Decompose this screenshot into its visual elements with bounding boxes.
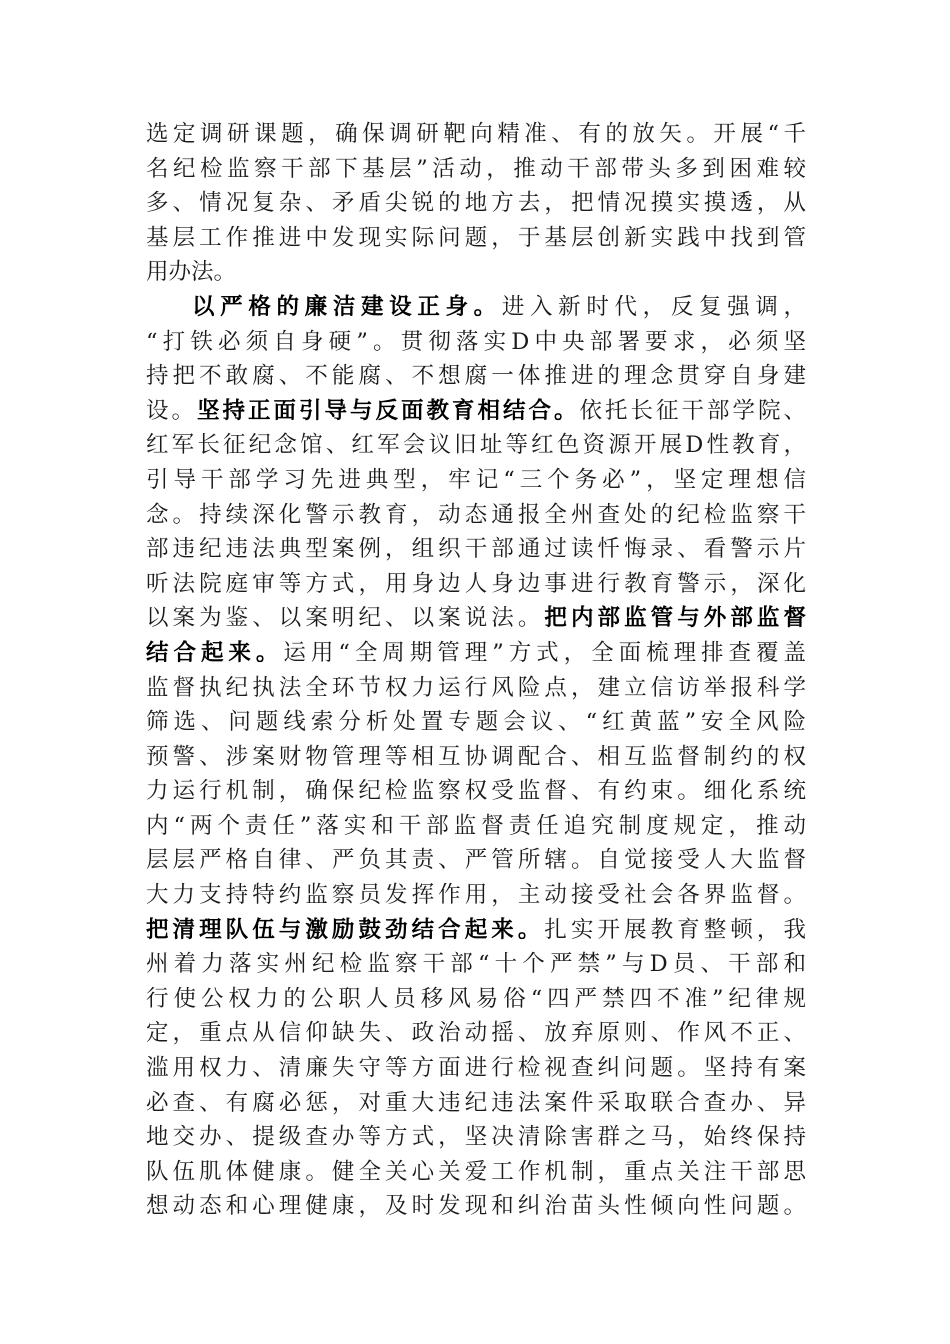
text-line [146, 809, 806, 844]
body-text: 设。 [146, 397, 197, 424]
body-text: 进入新时代，反复强调， [501, 293, 806, 320]
text-line [146, 601, 806, 636]
body-text: 基层工作推进中发现实际问题，于基层创新实践中找到管 [146, 224, 806, 251]
text-line [146, 1086, 806, 1121]
body-text: 听法院庭审等方式，用身边人身边事进行教育警示，深化 [146, 570, 806, 597]
body-text: “打铁必须自身硬”。贯彻落实D中央部署要求，必须坚 [146, 328, 806, 355]
text-line [146, 1155, 806, 1190]
body-text: 层层严格自律、严负其责、严管所辖。自觉接受人大监督 [146, 847, 806, 874]
body-text: 依托长征干部学院、 [579, 397, 806, 424]
body-text: 内“两个责任”落实和干部监督责任追究制度规定，推动 [146, 812, 806, 839]
body-text: 引导干部学习先进典型，牢记“三个务必”，坚定理想信 [146, 466, 806, 493]
text-line [146, 463, 806, 498]
text-line [146, 947, 806, 982]
bold-heading-text: 把内部监管与外部监督 [544, 605, 806, 632]
body-text: 行使公权力的公职人员移风易俗“四严禁四不准”纪律规 [146, 985, 806, 1012]
text-line [146, 1016, 806, 1051]
bold-heading-text: 坚持正面引导与反面教育相结合。 [197, 397, 580, 424]
text-line [146, 671, 806, 706]
text-line [146, 359, 806, 394]
text-line [146, 636, 806, 671]
body-text: 队伍肌体健康。健全关心关爱工作机制，重点关注干部思 [146, 1158, 806, 1185]
body-text: 监督执纪执法全环节权力运行风险点，建立信访举报科学 [146, 674, 806, 701]
body-text: 筛选、问题线索分析处置专题会议、“红黄蓝”安全风险 [146, 709, 806, 736]
body-text: 念。持续深化警示教育，动态通报全州查处的纪检监察干 [146, 501, 806, 528]
bold-heading-text: 结合起来。 [146, 639, 284, 666]
text-line [146, 186, 806, 221]
body-text: 扎实开展教育整顿，我 [544, 916, 806, 943]
body-text: 地交办、提级查办等方式，坚决清除害群之马，始终保持 [146, 1124, 806, 1151]
body-text: 以案为鉴、以案明纪、以案说法。 [146, 605, 545, 632]
text-line [146, 705, 806, 740]
body-text: 运用“全周期管理”方式，全面梳理排查覆盖 [283, 639, 806, 666]
text-line [146, 878, 806, 913]
body-text: 滥用权力、清廉失守等方面进行检视查纠问题。坚持有案 [146, 1055, 806, 1082]
text-line [146, 567, 806, 602]
text-line [146, 913, 806, 948]
bold-heading-text: 以严格的廉洁建设正身。 [192, 293, 502, 320]
text-line [146, 221, 806, 256]
text-line [146, 774, 806, 809]
body-text: 大力支持特约监察员发挥作用，主动接受社会各界监督。 [146, 882, 806, 909]
text-line [146, 1120, 806, 1155]
text-line [146, 1189, 806, 1224]
text-line [146, 982, 806, 1017]
body-text: 红军长征纪念馆、红军会议旧址等红色资源开展D性教育， [146, 432, 806, 459]
text-line [146, 532, 806, 567]
document-page [146, 117, 806, 1224]
body-text: 想动态和心理健康，及时发现和纠治苗头性倾向性问题。 [146, 1193, 806, 1220]
text-line [146, 152, 806, 187]
body-text: 多、情况复杂、矛盾尖锐的地方去，把情况摸实摸透，从 [146, 190, 806, 217]
bold-heading-text: 把清理队伍与激励鼓劲结合起来。 [146, 916, 545, 943]
body-text: 力运行机制，确保纪检监察权受监督、有约束。细化系统 [146, 778, 806, 805]
text-line [146, 290, 806, 325]
body-text: 部违纪违法典型案例，组织干部通过读忏悔录、看警示片 [146, 536, 806, 563]
text-line [146, 1051, 806, 1086]
body-text: 用办法。 [146, 259, 237, 286]
body-text: 名纪检监察干部下基层”活动，推动干部带头多到困难较 [146, 155, 806, 182]
body-text: 必查、有腐必惩，对重大违纪违法案件采取联合查办、异 [146, 1089, 806, 1116]
text-line [146, 498, 806, 533]
text-line [146, 843, 806, 878]
text-line [146, 117, 806, 152]
text-line [146, 255, 806, 290]
body-text: 定，重点从信仰缺失、政治动摇、放弃原则、作风不正、 [146, 1020, 806, 1047]
body-text: 选定调研课题，确保调研靶向精准、有的放矢。开展“千 [146, 121, 806, 147]
text-line [146, 325, 806, 360]
body-text: 州着力落实州纪检监察干部“十个严禁”与D员、干部和 [146, 951, 806, 978]
text-line [146, 394, 806, 429]
text-line [146, 740, 806, 775]
body-text: 持把不敢腐、不能腐、不想腐一体推进的理念贯穿自身建 [146, 363, 806, 390]
body-text: 预警、涉案财物管理等相互协调配合、相互监督制约的权 [146, 743, 806, 770]
text-line [146, 428, 806, 463]
